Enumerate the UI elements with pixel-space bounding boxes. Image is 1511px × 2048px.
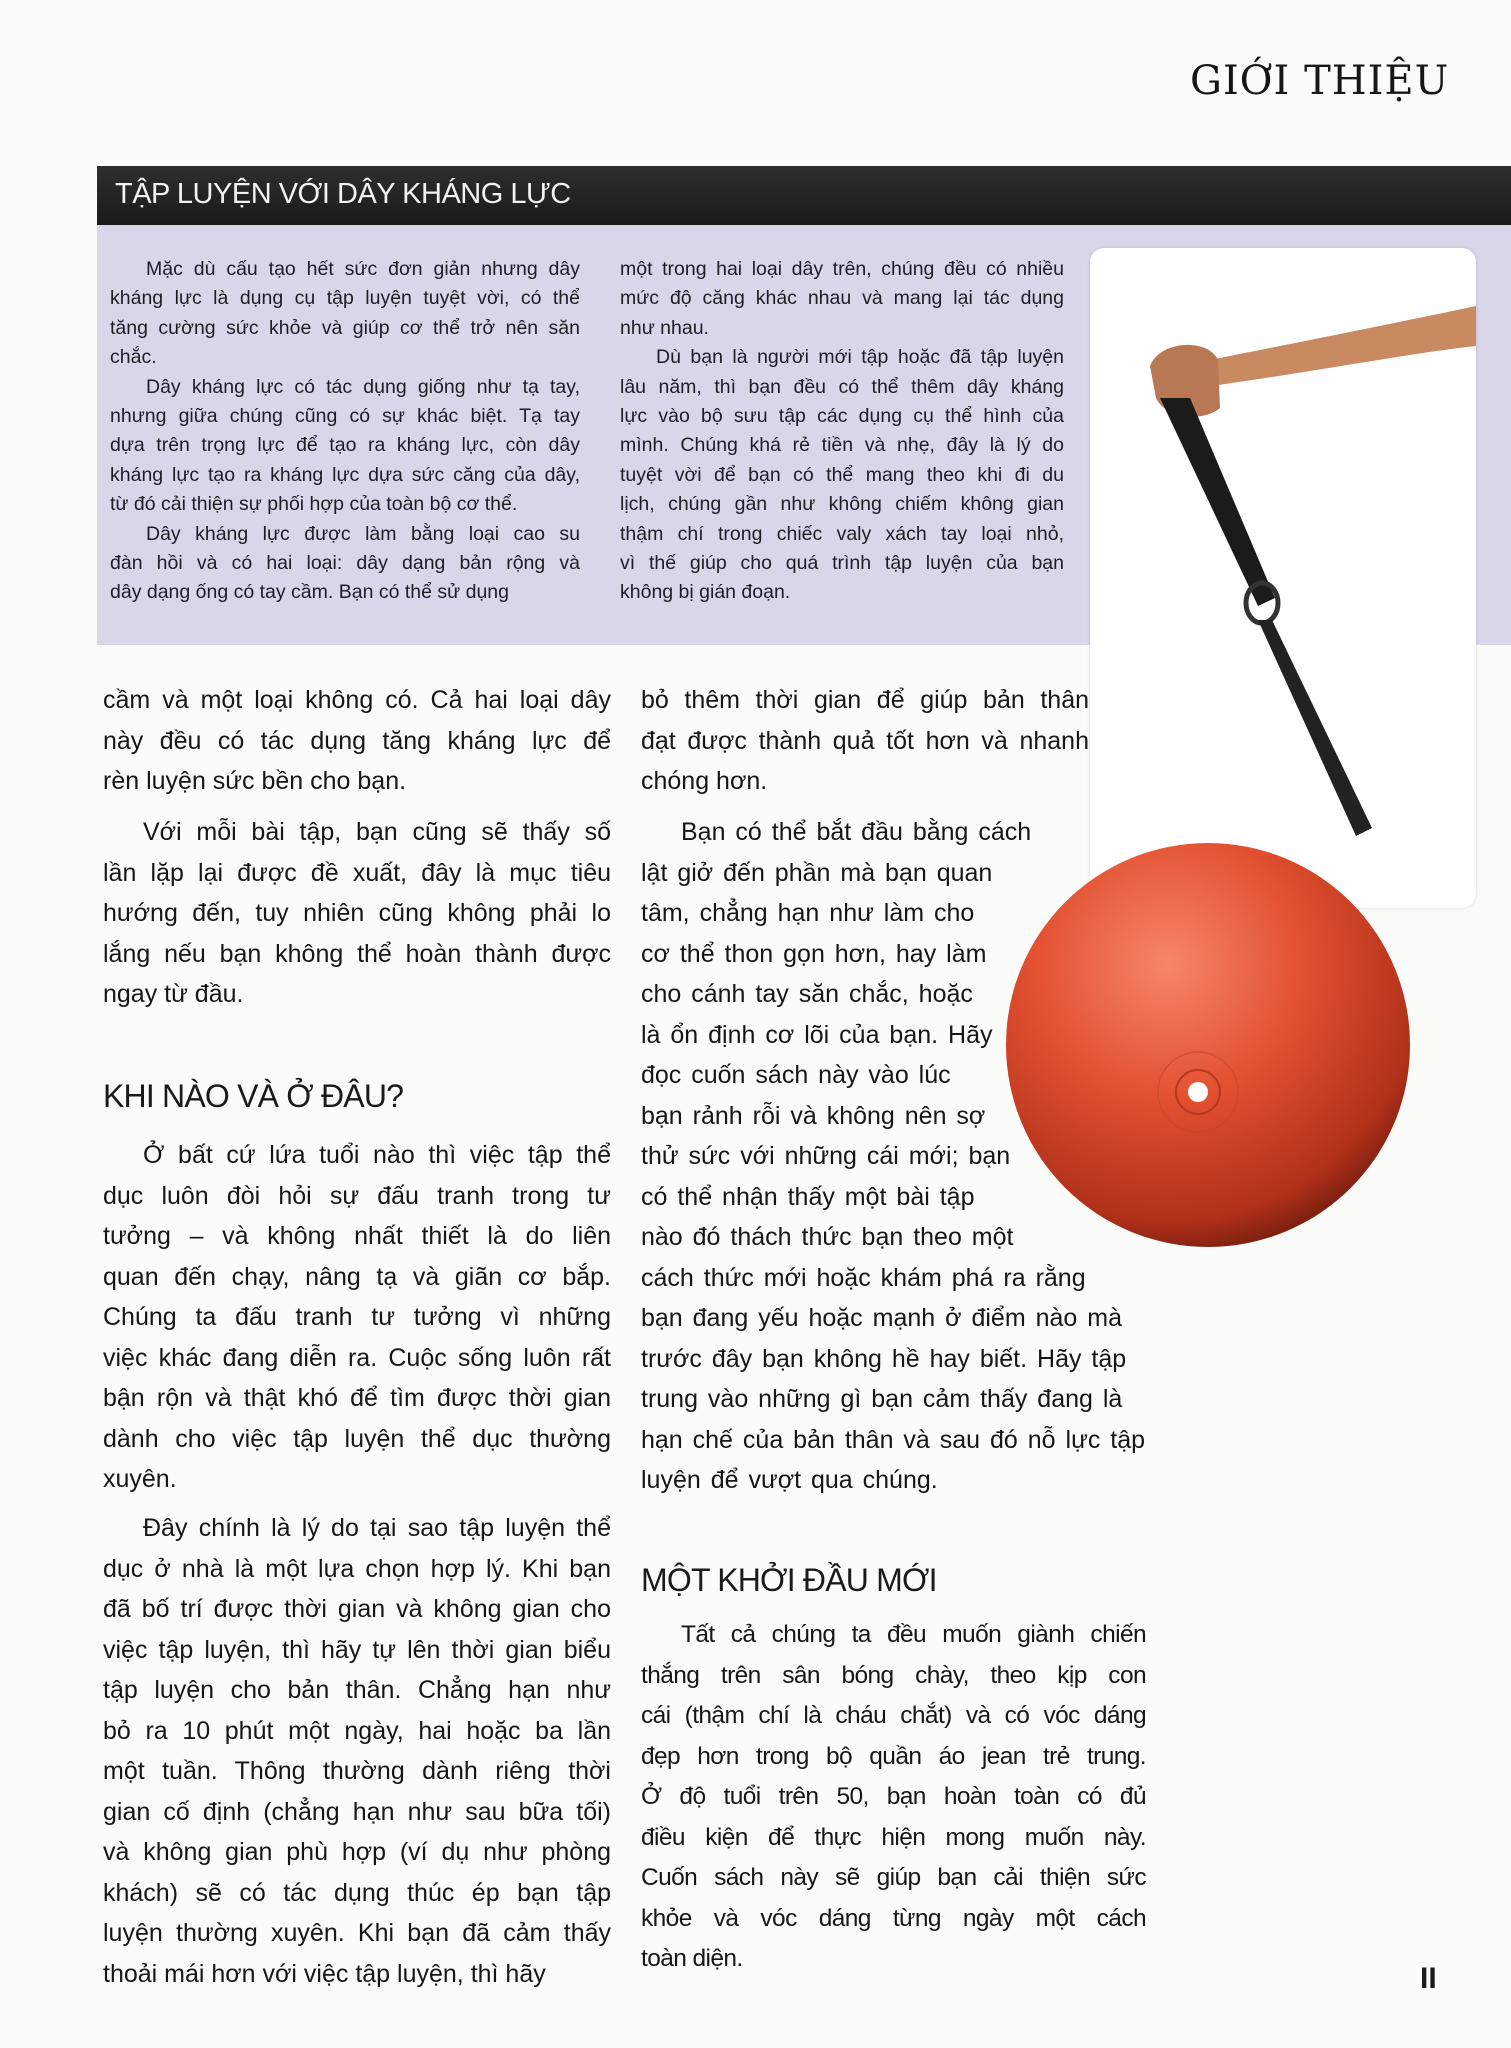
- text-line: Dù bạn là người mới tập hoặc đã tập luyện: [656, 346, 1064, 369]
- text-line: một tuần. Thông thường dành riêng thời: [103, 1757, 611, 1785]
- text-line: trước đây bạn không hề hay biết. Hãy tập: [641, 1344, 1127, 1373]
- text-line: Đây chính là lý do tại sao tập luyện thể: [143, 1514, 611, 1542]
- text-line: thắng trên sân bóng chày, theo kịp con: [641, 1661, 1146, 1689]
- text-line: không bị gián đoạn.: [620, 581, 791, 604]
- band-handle-strap: [1160, 398, 1275, 606]
- text-line: cơ thể thon gọn hơn, hay làm: [641, 939, 987, 968]
- text-line: thậm chí trong chiếc valy xách tay loại nhỏ,: [620, 522, 1064, 545]
- text-line: Dây kháng lực được làm bằng loại cao su: [146, 522, 580, 545]
- text-line: hạn chế của bản thân và sau đó nỗ lực tập: [641, 1425, 1146, 1454]
- text-line: lắng nếu bạn không thể hoàn thành được: [103, 939, 611, 968]
- text-line: nào đó thách thức bạn theo một: [641, 1223, 1014, 1251]
- text-line: đẹp hơn trong bộ quần áo jean trẻ trung.: [641, 1742, 1146, 1770]
- text-line: từ đó cải thiện sự phối hợp của toàn bộ cơ thể.: [110, 493, 518, 516]
- text-line: dây dạng ống có tay cầm. Bạn có thể sử dụng: [110, 581, 509, 604]
- text-line: Cuốn sách này sẽ giúp bạn cải thiện sức: [641, 1864, 1146, 1891]
- paragraph: [103, 812, 611, 1015]
- text-line: Dây kháng lực có tác dụng giống như tạ tay,: [146, 375, 580, 398]
- text-line: tập luyện cho bản thân. Chẳng hạn như: [103, 1676, 611, 1704]
- text-line: kháng lực tạo ra kháng lực dựa sức căng của dây,: [110, 463, 580, 486]
- text-line: bỏ ra 10 phút một ngày, hai hoặc ba lần: [103, 1716, 611, 1745]
- text-line: luyện để vượt qua chúng.: [641, 1466, 938, 1494]
- paragraph: [103, 1508, 611, 1994]
- text-line: Với mỗi bài tập, bạn cũng sẽ thấy số: [143, 818, 611, 846]
- text-line: mức độ căng khác nhau và mang lại tác dụng: [620, 287, 1064, 310]
- text-line: lần lặp lại được đề xuất, đây là mục tiêu: [103, 858, 611, 887]
- text-line: việc tập luyện, thì hãy tự lên thời gian biểu: [103, 1635, 611, 1664]
- text-line: Tất cả chúng ta đều muốn giành chiến: [681, 1621, 1146, 1648]
- text-line: điều kiện để thực hiện mong muốn này.: [641, 1823, 1146, 1851]
- resistance-band-photo: [1090, 248, 1511, 908]
- section-heading-when-where: KHI NÀO VÀ Ở ĐÂU?: [103, 1078, 404, 1114]
- text-line: quan đến chạy, nâng tạ và giãn cơ bắp.: [103, 1262, 611, 1291]
- text-line: nhưng giữa chúng cũng có sự khác biệt. Tạ tay: [110, 405, 580, 428]
- text-line: khách) sẽ có tác dụng thúc ép bạn tập: [103, 1878, 611, 1907]
- text-line: kháng lực là dụng cụ tập luyện tuyệt vời, có thể: [110, 287, 580, 310]
- paragraph: [110, 520, 580, 608]
- page-number: II: [1420, 1962, 1437, 1995]
- text-line: là ổn định cơ lõi của bạn. Hãy: [641, 1020, 993, 1049]
- paragraph: [110, 373, 580, 520]
- text-line: xuyên.: [103, 1465, 177, 1493]
- text-line: vì thế giúp cho quá trình tập luyện của bạn: [620, 552, 1064, 575]
- text-line: thử sức với những cái mới; bạn: [641, 1142, 1011, 1170]
- text-line: khỏe và vóc dáng từng ngày một cách: [641, 1904, 1146, 1932]
- text-line: thoải mái hơn với việc tập luyện, thì hãy: [103, 1959, 546, 1988]
- text-line: có thể nhận thấy một bài tập: [641, 1182, 975, 1211]
- sidebar-column-right: [620, 255, 1064, 608]
- paragraph: [620, 343, 1064, 608]
- text-line: Chúng ta đấu tranh tư tưởng vì những: [103, 1303, 611, 1331]
- band-tube: [1258, 620, 1372, 836]
- text-line: cái (thậm chí là cháu chắt) và có vóc dáng: [641, 1702, 1146, 1729]
- paragraph: [641, 1615, 1146, 1980]
- sidebar-title: TẬP LUYỆN VỚI DÂY KHÁNG LỰC: [115, 178, 571, 210]
- paragraph: [620, 255, 1064, 343]
- sidebar-column-left: [110, 255, 580, 608]
- text-line: toàn diện.: [641, 1945, 743, 1972]
- text-line: cách thức mới hoặc khám phá ra rằng: [641, 1263, 1086, 1292]
- text-line: dựa trên trọng lực để tạo ra kháng lực, còn dây: [110, 434, 580, 457]
- arm-shape: [1195, 306, 1476, 388]
- text-line: tăng cường sức khỏe và giúp cơ thể trở nên săn: [110, 316, 580, 339]
- text-line: rèn luyện sức bền cho bạn.: [103, 767, 407, 795]
- text-line: Ở bất cứ lứa tuổi nào thì việc tập thể: [143, 1141, 611, 1169]
- ball-valve: [1188, 1082, 1208, 1102]
- text-line: mình. Chúng khá rẻ tiền và nhẹ, đây là lý do: [620, 434, 1064, 457]
- paragraph: [641, 680, 1089, 802]
- paragraph: [110, 255, 580, 373]
- text-line: trung vào những gì bạn cảm thấy đang là: [641, 1385, 1123, 1413]
- text-line: luyện thường xuyên. Khi bạn đã cảm thấy: [103, 1919, 611, 1947]
- text-line: đọc cuốn sách này vào lúc: [641, 1061, 951, 1089]
- text-line: hướng đến, tuy nhiên cũng không phải lo: [103, 899, 611, 927]
- text-line: lâu năm, thì bạn đều có thể thêm dây kháng: [620, 375, 1064, 398]
- section-heading-new-start: MỘT KHỞI ĐẦU MỚI: [641, 1562, 937, 1598]
- text-line: dục luôn đòi hỏi sự đấu tranh trong tư: [103, 1181, 611, 1210]
- text-line: đạt được thành quả tốt hơn và nhanh: [641, 726, 1089, 755]
- text-line: dục ở nhà là một lựa chọn hợp lý. Khi bạn: [103, 1554, 611, 1583]
- text-line: bạn rảnh rỗi và không nên sợ: [641, 1101, 986, 1130]
- text-line: và không gian phù hợp (ví dụ như phòng: [103, 1838, 611, 1866]
- paragraph: [103, 1135, 611, 1500]
- text-line: như nhau.: [620, 316, 709, 339]
- text-line: dành cho việc tập luyện thể dục thường: [103, 1424, 611, 1453]
- text-line: chóng hơn.: [641, 767, 768, 795]
- text-line: gian cố định (chẳng hạn như sau bữa tối): [103, 1797, 611, 1826]
- text-line: chắc.: [110, 346, 157, 369]
- text-line: bỏ thêm thời gian để giúp bản thân: [641, 686, 1089, 714]
- text-line: lực vào bộ sưu tập các dụng cụ thể hình của: [620, 405, 1064, 428]
- running-head: GIỚI THIỆU: [1190, 58, 1450, 104]
- text-line: này đều có tác dụng tăng kháng lực để: [103, 726, 611, 755]
- text-line: đã bố trí được thời gian và không gian cho: [103, 1595, 611, 1623]
- text-line: việc khác đang diễn ra. Cuộc sống luôn rất: [103, 1343, 611, 1372]
- text-line: cho cánh tay săn chắc, hoặc: [641, 980, 973, 1008]
- text-line: tâm, chẳng hạn như làm cho: [641, 899, 975, 927]
- text-line: bạn đang yếu hoặc mạnh ở điểm nào mà: [641, 1304, 1122, 1332]
- text-line: bận rộn và thật khó để tìm được thời gian: [103, 1384, 611, 1412]
- text-line: Mặc dù cấu tạo hết sức đơn giản nhưng dây: [146, 258, 580, 280]
- text-line: lật giở đến phần mà bạn quan: [641, 858, 993, 887]
- text-line: lịch, chúng gần như không chiếm không gian: [620, 493, 1064, 516]
- paragraph: [103, 680, 611, 802]
- paragraph: [641, 812, 1146, 1501]
- text-line: Ở độ tuổi trên 50, bạn hoàn toàn có đủ: [641, 1783, 1146, 1810]
- text-line: một trong hai loại dây trên, chúng đều có nhiều: [620, 258, 1064, 280]
- text-line: tưởng – và không nhất thiết là do liên: [103, 1222, 611, 1250]
- text-line: ngay từ đầu.: [103, 980, 244, 1008]
- text-line: tuyệt vời để bạn có thể mang theo khi đi du: [620, 463, 1064, 486]
- text-line: Bạn có thể bắt đầu bằng cách: [681, 818, 1032, 846]
- text-line: đàn hồi và có hai loại: dây dạng bản rộng và: [110, 552, 580, 575]
- text-line: cầm và một loại không có. Cả hai loại dây: [103, 686, 611, 714]
